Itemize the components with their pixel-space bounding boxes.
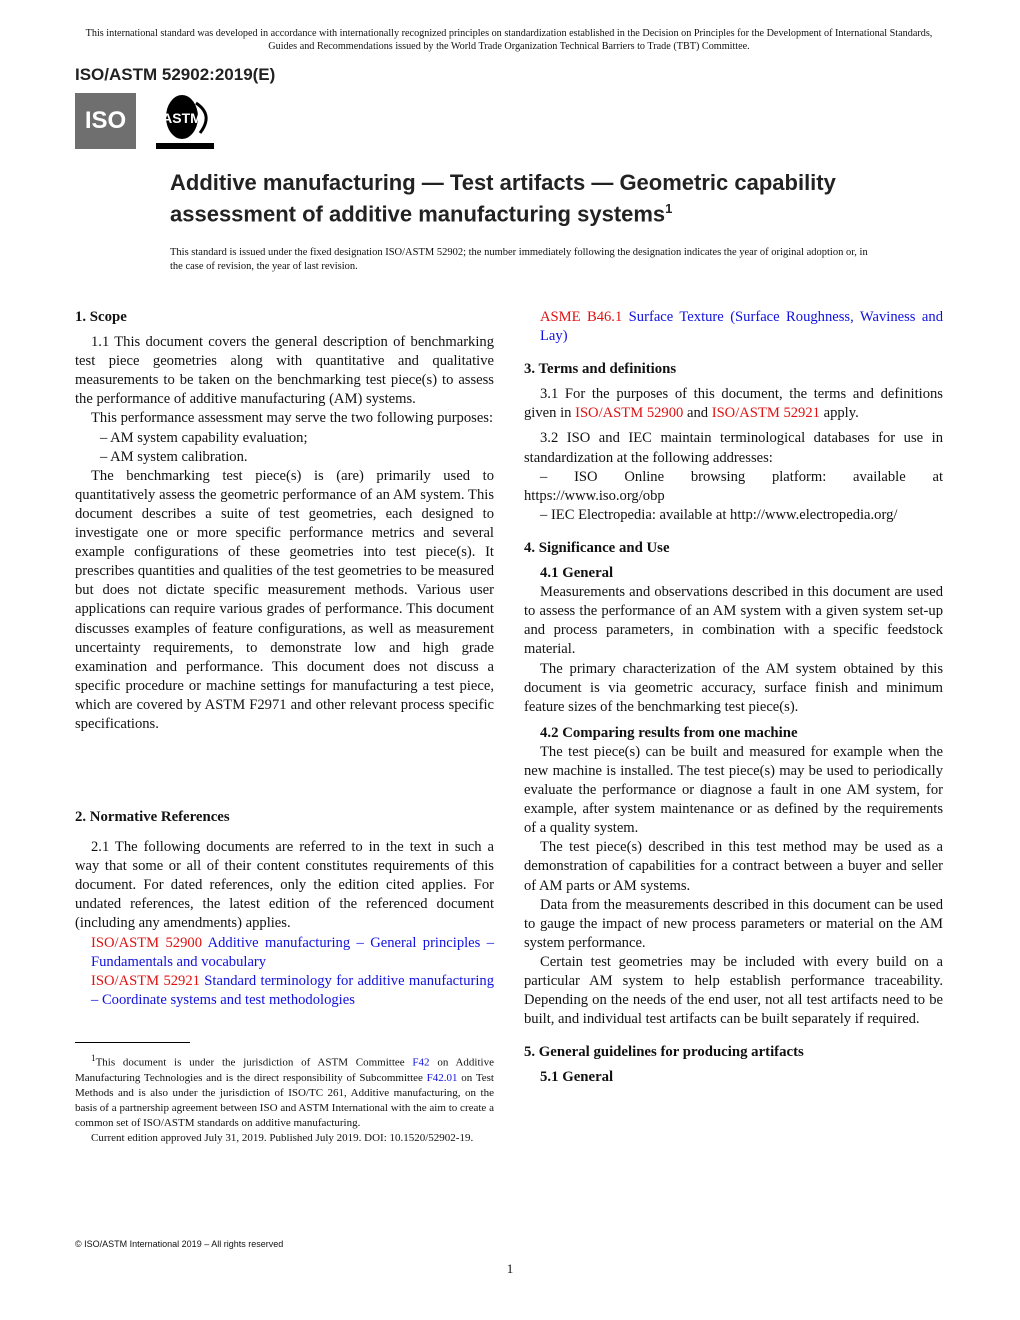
designation-note: This standard is issued under the fixed designation ISO/ASTM 52902; the number immediately following the designation indicates the year of original adoption or, in the case of revision, the year of last revision. — [170, 247, 868, 272]
paragraph — [524, 385, 943, 423]
paragraph: Measurements and observations described in this document are used to assess the performance of an AM system with a given system set-up and process parameters, in combination with a specific feedstock material. — [524, 584, 943, 658]
footnote-text: on Test Methods and is also under the jurisdiction of ISO/TC 261, Additive manufacturing, on the basis of a partnership agreement between ISO and ASTM International with the aim to create a common set of ISO/ASTM standards on additive manufacturing. — [75, 1071, 494, 1129]
section-scope — [75, 308, 494, 734]
committee-link[interactable]: F42 — [412, 1056, 430, 1069]
document-id: ISO/ASTM 52902:2019(E) — [75, 65, 276, 84]
iso-astm-52900-link[interactable]: ISO/ASTM 52900 — [575, 405, 684, 422]
text: apply. — [819, 405, 859, 422]
subsection-heading: 5.1 General — [540, 1069, 614, 1086]
reference-code[interactable]: ASME B46.1 — [540, 309, 623, 325]
iso-astm-52921-link[interactable]: ISO/ASTM 52921 — [711, 405, 820, 422]
reference-title[interactable]: Additive manufacturing – General principles – Fundamentals and vocabulary — [91, 934, 495, 970]
footnote-divider — [75, 1042, 190, 1043]
reference-item[interactable] — [75, 972, 494, 1010]
reference-code[interactable]: ISO/ASTM 52900 — [91, 934, 202, 951]
text: 3.1 For the purposes of this document, the terms and definitions given in — [524, 386, 943, 422]
paragraph: 1.1 This document covers the general description of benchmarking test piece geometries along with quantitative and qualitative measurements to be taken on the benchmarking test piece(s) to assess the performance of additive manufacturing (AM) systems. — [75, 334, 494, 408]
document-title — [170, 170, 930, 227]
reference-code[interactable]: ISO/ASTM 52921 — [91, 972, 200, 989]
edition-note: Current edition approved July 31, 2019. Published July 2019. DOI: 10.1520/52902-19. — [91, 1131, 474, 1144]
wto-notice: This international standard was developed in accordance with internationally recognized principles on standardization established in the Decision on Principles for the Development of International Standards, Guides and Recommendations issued by the World Trade Organization Technical Barriers to Trade (TBT) Committee. — [85, 28, 933, 52]
footnote-text: This document is under the jurisdiction of ASTM Committee — [95, 1056, 413, 1069]
list-item: – AM system calibration. — [100, 448, 248, 465]
right-column — [524, 308, 943, 1087]
paragraph: Data from the measurements described in this document can be used to gauge the impact of new process parameters or material on the AM system performance. — [524, 896, 943, 951]
paragraph: 3.2 ISO and IEC maintain terminological databases for use in standardization at the following addresses: — [524, 430, 943, 466]
section-normative-references — [75, 808, 494, 1010]
paragraph: The primary characterization of the AM system obtained by this document is via geometric accuracy, surface finish and minimum feature sizes of the benchmarking test piece(s). — [524, 660, 943, 715]
iso-logo: ISO — [75, 93, 136, 149]
section-heading: 4. Significance and Use — [524, 539, 670, 556]
paragraph: The test piece(s) can be built and measured for example when the new machine is installed. The test piece(s) may be used to periodically evaluate the performance or diagnose a fault in one AM system, for example, after system maintenance or as defined by the requirements of a quality system. — [524, 743, 943, 837]
subcommittee-link[interactable]: F42.01 — [426, 1071, 458, 1084]
list-item: – ISO Online browsing platform: available at https://www.iso.org/obp — [524, 468, 943, 504]
section-heading: 2. Normative References — [75, 809, 230, 825]
subsection-heading: 4.2 Comparing results from one machine — [540, 724, 798, 741]
astm-logo — [152, 93, 218, 151]
paragraph: The test piece(s) described in this test method may be used as a demonstration of capabilities for a contract between a buyer and seller of AM parts or AM systems. — [524, 839, 943, 894]
list-item: – AM system capability evaluation; — [100, 429, 308, 446]
subsection-heading: 4.1 General — [540, 565, 614, 582]
svg-text:ASTM: ASTM — [162, 110, 202, 126]
section-heading: 5. General guidelines for producing artifacts — [524, 1044, 804, 1061]
list-item: – IEC Electropedia: available at http://www.electropedia.org/ — [540, 506, 898, 523]
reference-item[interactable] — [524, 308, 943, 346]
footnote-text: on Additive Manufacturing Technologies and is the direct responsibility of Subcommittee — [75, 1056, 494, 1084]
copyright: © ISO/ASTM International 2019 – All rights reserved — [75, 1239, 284, 1249]
paragraph: 2.1 The following documents are referred to in the text in such a way that some or all of their content constitutes requirements of this document. For dated references, only the edition cited applies. For undated references, the latest edition of the referenced document (including any amendments) applies. — [75, 839, 494, 932]
section-heading: 3. Terms and definitions — [524, 361, 677, 378]
footnote — [75, 1051, 494, 1146]
page-number: 1 — [506, 1261, 514, 1276]
text: and — [683, 405, 712, 422]
title-text: Additive manufacturing — Test artifacts — Geometric capability assessment of additive manufacturing systems — [170, 170, 836, 227]
title-footnote-mark[interactable]: 1 — [665, 201, 673, 216]
footnote-mark: 1 — [91, 1053, 96, 1063]
section-heading: 1. Scope — [75, 309, 127, 325]
reference-item[interactable] — [75, 934, 494, 972]
reference-title[interactable]: Surface Texture (Surface Roughness, Waviness and Lay) — [540, 309, 943, 345]
paragraph: This performance assessment may serve the two following purposes: — [91, 410, 494, 427]
reference-title[interactable]: Standard terminology for additive manufacturing – Coordinate systems and test methodologies — [91, 972, 495, 1008]
paragraph: Certain test geometries may be included with every build on a particular AM system to help establish performance traceability. Depending on the needs of the end user, not all test artifacts need to be built, and individual test artifacts can be built separately if required. — [524, 953, 943, 1028]
paragraph: The benchmarking test piece(s) is (are) primarily used to quantitatively assess the geometric performance of an AM system. This document describes a suite of test geometries, each designed to investigate one or more specific performance metrics and several example configurations of these geometries into test piece(s). It prescribes quantities and qualities of the test geometries to be measured but does not dictate specific measurement methods. Various user applications can require various grades of performance. This document discusses examples of feature configurations, as well as measurement uncertainty requirements, to demonstrate low and high grade examination and performance. This document does not discuss a specific procedure or machine settings for manufacturing a test piece, which are covered by ASTM F2971 and other relevant process specific specifications. — [75, 467, 494, 732]
